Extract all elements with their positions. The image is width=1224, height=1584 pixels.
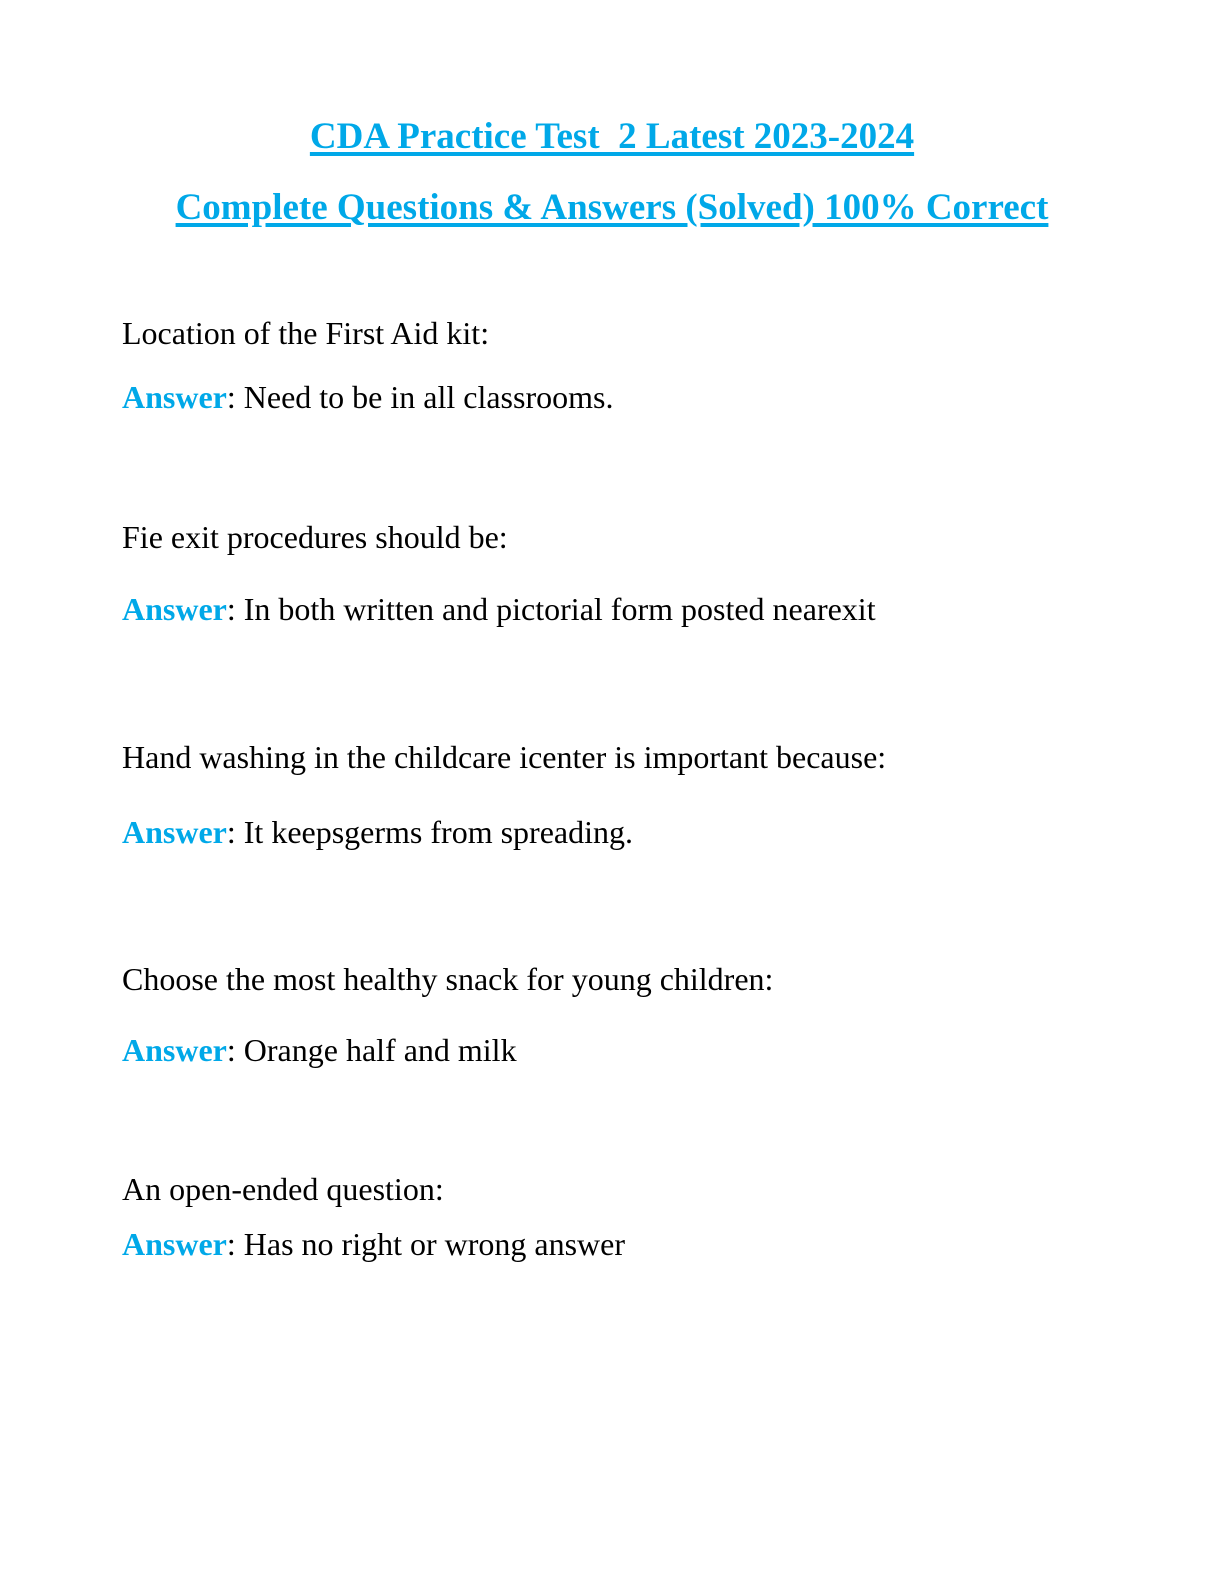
question-text: Hand washing in the childcare icenter is important because: [122, 739, 887, 775]
answer-label: Answer [122, 379, 227, 415]
document-title-line2: Complete Questions & Answers (Solved) 100% Correct [175, 187, 1049, 228]
answer-separator: : [226, 1032, 244, 1068]
answer-text: Has no right or wrong answer [243, 1226, 626, 1262]
question-text: An open-ended question: [122, 1171, 444, 1207]
answer-line [122, 378, 1102, 416]
document-title-line1: CDA Practice Test 2 Latest 2023-2024 [309, 116, 915, 157]
answer-label: Answer [122, 1226, 227, 1262]
question-text: Choose the most healthy snack for young children: [122, 961, 774, 997]
answer-line [122, 1031, 1102, 1069]
answer-separator: : [226, 379, 244, 415]
qa-list [122, 314, 1102, 1263]
answer-separator: : [226, 591, 244, 627]
question-text: Fie exit procedures should be: [122, 519, 508, 555]
answer-text: Need to be in all classrooms. [243, 379, 614, 415]
answer-label: Answer [122, 1032, 227, 1068]
answer-line [122, 1225, 1102, 1263]
answer-separator: : [226, 1226, 244, 1262]
answer-separator: : [226, 814, 244, 850]
question-text: Location of the First Aid kit: [122, 315, 490, 351]
answer-text: It keepsgerms from spreading. [243, 814, 633, 850]
answer-text: Orange half and milk [243, 1032, 517, 1068]
answer-line [122, 813, 1102, 851]
answer-text: In both written and pictorial form posted nearexit [243, 591, 876, 627]
answer-label: Answer [122, 814, 227, 850]
answer-label: Answer [122, 591, 227, 627]
answer-line [122, 590, 1102, 628]
